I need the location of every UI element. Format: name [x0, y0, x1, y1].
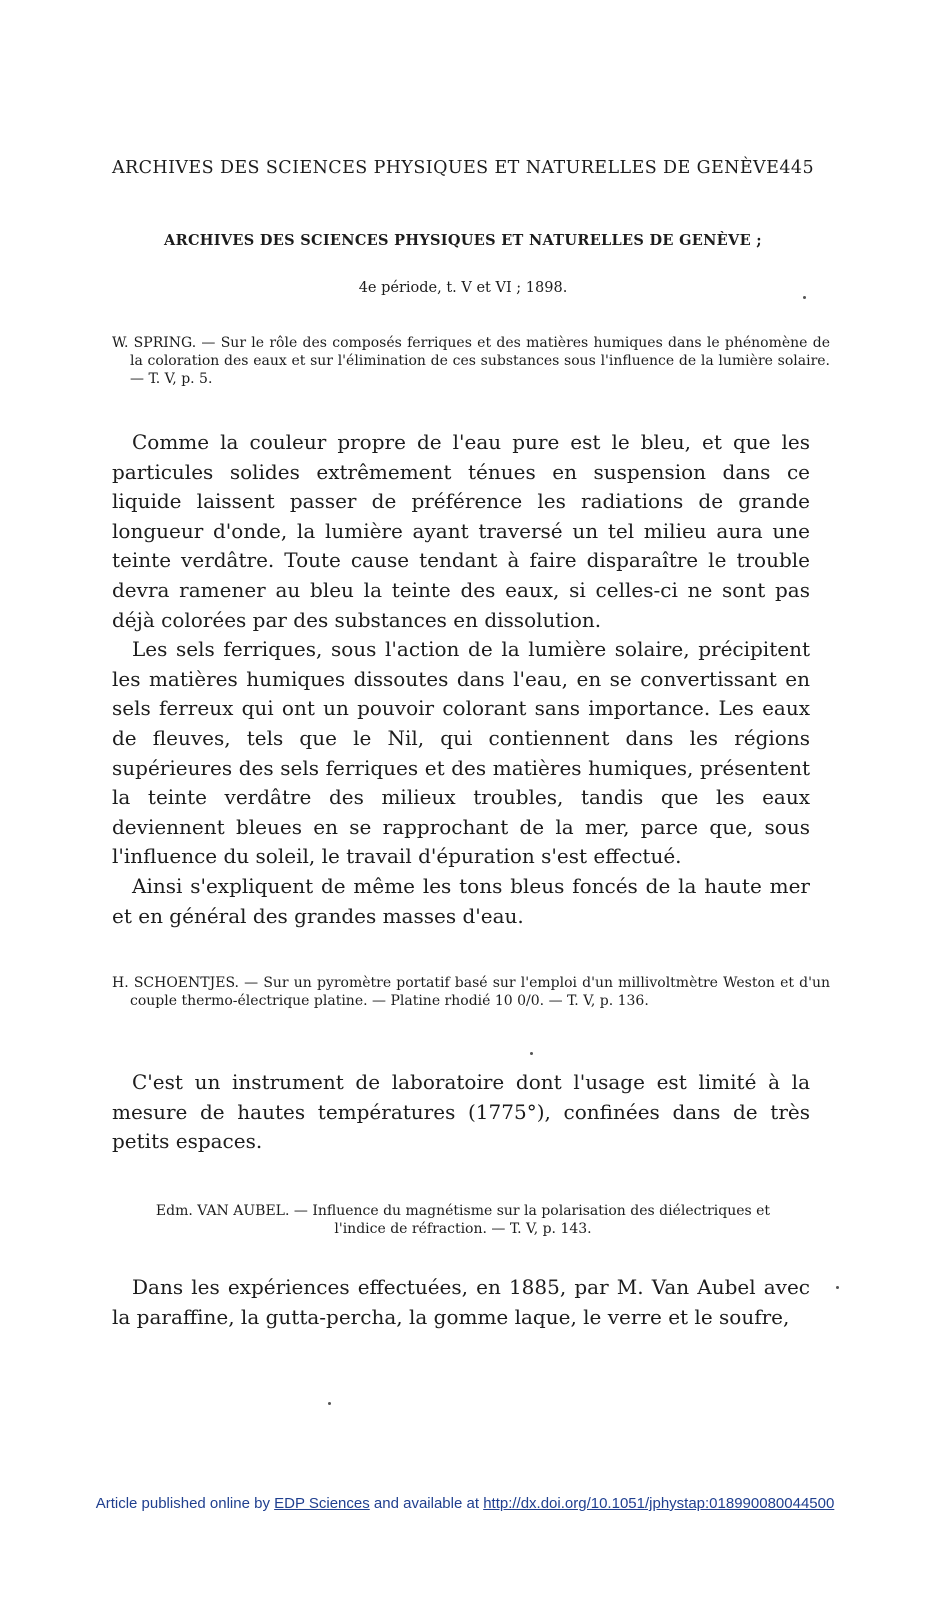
footer-prefix: Article published online by	[95, 1495, 270, 1512]
abstract-reference-spring: W. SPRING. — Sur le rôle des composés ferriques et des matières humiques dans le phénomène de la coloration des eaux et sur l'élimination de ces substances sous l'influence de la lumière solaire. — T. V, p. 5.	[112, 335, 830, 387]
abstract-reference-schoentjes: H. SCHOENTJES. — Sur un pyromètre portatif basé sur l'emploi d'un millivoltmètre Weston et d'un couple thermo-électrique platine. — Platine rhodié 10 0/0. — T. V, p. 136.	[112, 975, 830, 1009]
paragraph: Ainsi s'expliquent de même les tons bleus foncés de la haute mer et en général des grandes masses d'eau.	[112, 873, 810, 928]
paragraph: C'est un instrument de laboratoire dont l'usage est limité à la mesure de hautes températures (1775°), confinées dans de très petits espaces.	[112, 1070, 810, 1154]
footer	[0, 1495, 930, 1512]
period-line: 4e période, t. V et VI ; 1898.	[358, 280, 568, 296]
paragraph: Les sels ferriques, sous l'action de la lumière solaire, précipitent les matières humiques dissoutes dans l'eau, en se convertissant en sels ferreux qui ont un pouvoir colorant sans importance. Les eaux de fleuves, tels que le Nil, qui contiennent dans les régions supérieures des sels ferriques et des matières humiques, présentent la teinte verdâtre des milieux troubles, tandis que les eaux deviennent bleues en se rapprochant de la mer, parce que, sous l'influence du soleil, le travail d'épuration s'est effectué.	[112, 637, 810, 869]
scan-speck	[530, 1052, 533, 1055]
paragraph: Comme la couleur propre de l'eau pure est le bleu, et que les particules solides extrêmement ténues en suspension dans ce liquide laissent passer de préférence les radiations de grande longueur d'onde, la lumière ayant traversé un tel milieu aura une teinte verdâtre. Toute cause tendant à faire disparaître le trouble devra ramener au bleu la teinte des eaux, si celles-ci ne sont pas déjà colorées par des substances en dissolution.	[112, 430, 810, 632]
paragraph: Dans les expériences effectuées, en 1885, par M. Van Aubel avec la paraffine, la gutta-percha, la gomme laque, le verre et le soufre,	[112, 1275, 810, 1329]
page-number: 445	[779, 158, 814, 178]
running-head-title: ARCHIVES DES SCIENCES PHYSIQUES ET NATURELLES DE GENÈVE	[112, 158, 780, 178]
publisher-link[interactable]: EDP Sciences	[274, 1495, 370, 1512]
journal-title: ARCHIVES DES SCIENCES PHYSIQUES ET NATURELLES DE GENÈVE ;	[164, 232, 762, 249]
abstract-body-schoentjes	[112, 1068, 810, 1157]
abstract-body-spring	[112, 428, 810, 931]
doi-link[interactable]: http://dx.doi.org/10.1051/jphystap:018990080044500	[483, 1495, 835, 1512]
abstract-body-van-aubel	[112, 1273, 810, 1332]
running-head	[112, 158, 814, 178]
scan-speck	[836, 1286, 839, 1289]
scan-speck	[328, 1402, 331, 1405]
abstract-reference-van-aubel: Edm. VAN AUBEL. — Influence du magnétisme sur la polarisation des diélectriques et l'indice de réfraction. — T. V, p. 143.	[155, 1203, 771, 1237]
scan-speck	[803, 296, 806, 299]
footer-middle: and available at	[373, 1495, 480, 1512]
